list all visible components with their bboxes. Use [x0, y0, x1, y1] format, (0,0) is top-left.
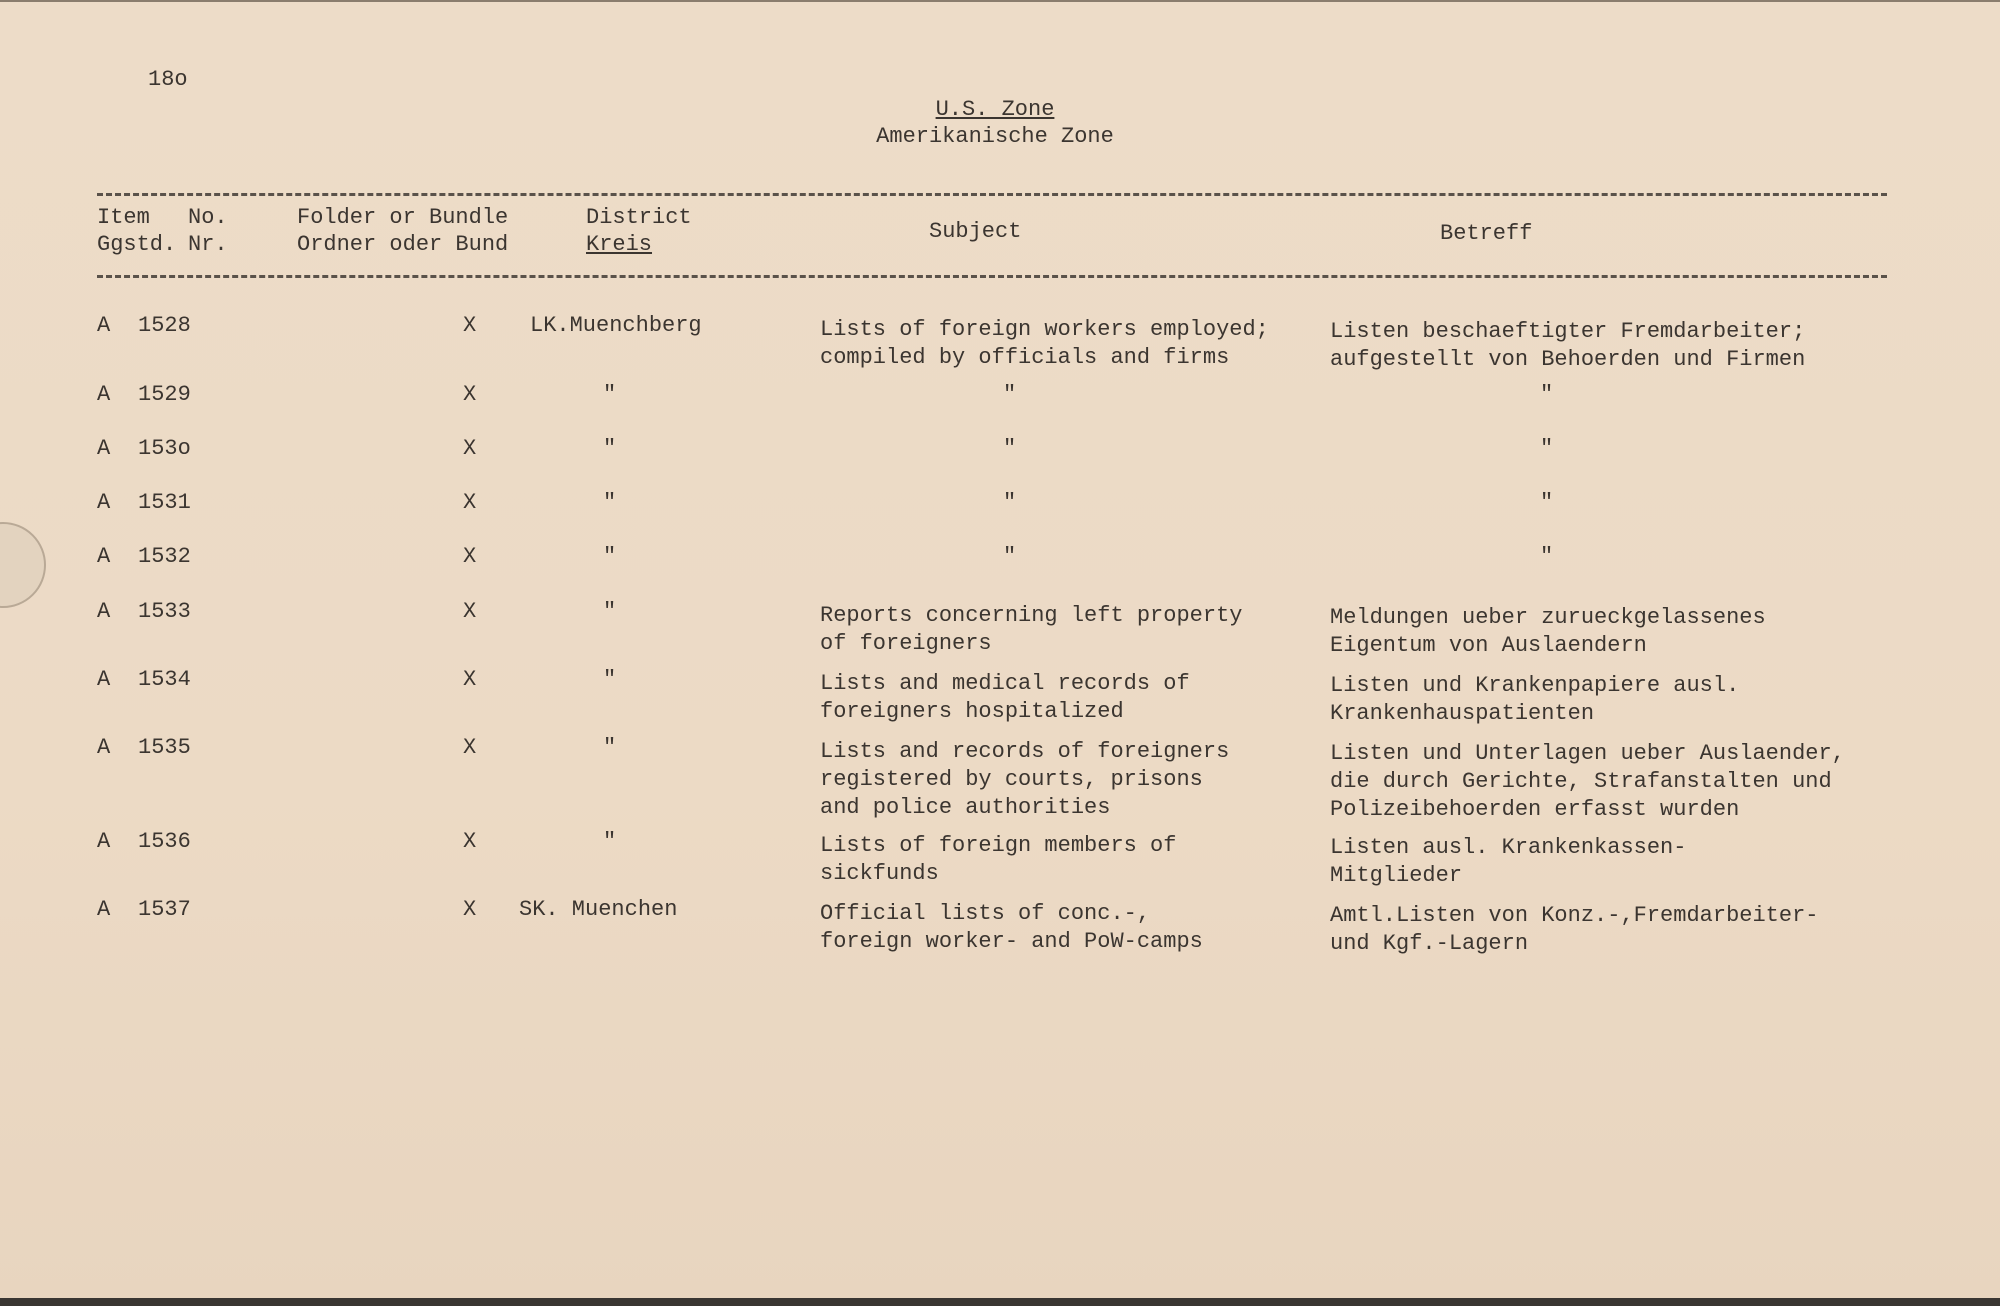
header-subject: Subject [929, 219, 1022, 244]
row-betreff: Meldungen ueber zurueckgelassenes Eigentum von Auslaendern [1330, 605, 1766, 658]
row-item: A [97, 313, 111, 338]
row-district: " [603, 599, 617, 624]
row-folder-mark: X [463, 544, 477, 569]
row-betreff: " [1540, 544, 1554, 569]
header-no-de: Nr. [188, 232, 228, 257]
row-subject: " [1003, 436, 1017, 461]
row-folder-mark: X [463, 897, 477, 922]
row-folder-mark: X [463, 829, 477, 854]
row-item: A [97, 544, 111, 569]
page-number: 18o [148, 67, 188, 92]
page-top-edge [0, 0, 2000, 2]
row-district: " [603, 667, 617, 692]
row-number: 1537 [138, 897, 191, 922]
row-subject: Lists of foreign workers employed; compiled by officials and firms [820, 317, 1269, 370]
row-betreff: Amtl.Listen von Konz.-,Fremdarbeiter- und Kgf.-Lagern [1330, 903, 1819, 956]
row-subject: Reports concerning left property of foreigners [820, 603, 1243, 656]
row-item: A [97, 735, 111, 760]
row-folder-mark: X [463, 490, 477, 515]
row-betreff: " [1540, 490, 1554, 515]
row-number: 1533 [138, 599, 191, 624]
page-title: U.S. Zone [935, 97, 1055, 122]
row-item: A [97, 829, 111, 854]
row-folder-mark: X [463, 667, 477, 692]
row-folder-mark: X [463, 735, 477, 760]
row-folder-mark: X [463, 313, 477, 338]
row-subject: " [1003, 490, 1017, 515]
row-district: " [603, 436, 617, 461]
header-district-en: District [586, 205, 692, 230]
row-number: 1534 [138, 667, 191, 692]
row-subject: Lists and records of foreigners registered by courts, prisons and police authorities [820, 739, 1230, 820]
row-subject: Lists and medical records of foreigners hospitalized [820, 671, 1190, 724]
row-folder-mark: X [463, 382, 477, 407]
header-bottom-rule [97, 275, 1887, 278]
row-subject: Lists of foreign members of sickfunds [820, 833, 1177, 886]
row-item: A [97, 490, 111, 515]
header-item-de: Ggstd. [97, 232, 177, 257]
row-number: 1531 [138, 490, 191, 515]
row-number: 1536 [138, 829, 191, 854]
row-item: A [97, 436, 111, 461]
row-district: " [603, 382, 617, 407]
row-subject: " [1003, 544, 1017, 569]
row-number: 1532 [138, 544, 191, 569]
header-no-en: No. [188, 205, 228, 230]
row-betreff: " [1540, 436, 1554, 461]
row-district: " [603, 829, 617, 854]
header-district-de: Kreis [586, 232, 653, 257]
row-item: A [97, 897, 111, 922]
row-number: 153o [138, 436, 191, 461]
row-district: " [603, 490, 617, 515]
header-folder-de: Ordner oder Bund [297, 232, 509, 257]
header-top-rule [97, 193, 1887, 196]
page-bottom-edge [0, 1298, 2000, 1306]
row-item: A [97, 599, 111, 624]
row-subject: Official lists of conc.-, foreign worker- and PoW-camps [820, 901, 1203, 954]
row-folder-mark: X [463, 599, 477, 624]
row-betreff: " [1540, 382, 1554, 407]
row-item: A [97, 382, 111, 407]
row-district: SK. Muenchen [519, 897, 678, 922]
row-item: A [97, 667, 111, 692]
page-tab-cutout [0, 522, 46, 608]
row-number: 1529 [138, 382, 191, 407]
row-number: 1535 [138, 735, 191, 760]
row-betreff: Listen und Unterlagen ueber Auslaender, die durch Gerichte, Strafanstalten und Polizeibehoerden erfasst wurden [1330, 741, 1845, 822]
row-betreff: Listen und Krankenpapiere ausl. Krankenhauspatienten [1330, 673, 1740, 726]
row-subject: " [1003, 382, 1017, 407]
row-district: " [603, 544, 617, 569]
header-folder-en: Folder or Bundle [297, 205, 509, 230]
row-district: " [603, 735, 617, 760]
page-subtitle: Amerikanische Zone [876, 124, 1114, 149]
row-district: LK.Muenchberg [530, 313, 702, 338]
row-betreff: Listen ausl. Krankenkassen- Mitglieder [1330, 835, 1687, 888]
row-folder-mark: X [463, 436, 477, 461]
row-number: 1528 [138, 313, 191, 338]
header-betreff: Betreff [1440, 221, 1533, 246]
header-item-en: Item [97, 205, 150, 230]
row-betreff: Listen beschaeftigter Fremdarbeiter; aufgestellt von Behoerden und Firmen [1330, 319, 1806, 372]
